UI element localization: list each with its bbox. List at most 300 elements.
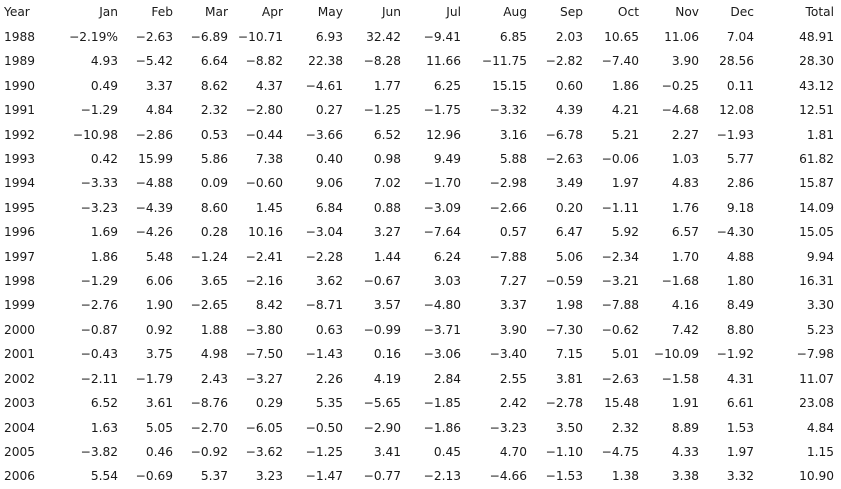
return-cell-total: 15.87 [799, 176, 834, 191]
table-row [0, 147, 841, 171]
return-cell-feb: −4.26 [135, 225, 173, 240]
return-cell-oct: 5.21 [611, 127, 639, 142]
return-cell-dec: −1.93 [716, 127, 754, 142]
return-cell-jul: −3.06 [423, 347, 461, 362]
return-cell-mar: 4.98 [200, 347, 228, 362]
return-cell-jun: −2.90 [363, 420, 401, 435]
return-cell-jan: −0.87 [80, 322, 118, 337]
return-cell-may: 6.84 [315, 200, 343, 215]
return-cell-mar: −8.76 [190, 396, 228, 411]
return-cell-dec: 2.86 [726, 176, 754, 191]
return-cell-total: −7.98 [796, 347, 834, 362]
return-cell-oct: 1.97 [611, 176, 639, 191]
return-cell-oct: −7.88 [601, 298, 639, 313]
return-cell-feb: −1.79 [135, 371, 173, 386]
return-cell-jun: −0.67 [363, 274, 401, 289]
return-cell-feb: 4.84 [145, 103, 173, 118]
column-header-total: Total [805, 5, 834, 19]
return-cell-nov: 7.42 [671, 322, 699, 337]
return-cell-jul: 3.03 [433, 274, 461, 289]
row-year-cell: 2001 [4, 347, 36, 362]
return-cell-aug: 0.57 [499, 225, 527, 240]
return-cell-nov: −1.68 [661, 274, 699, 289]
return-cell-mar: 5.37 [200, 469, 228, 484]
return-cell-dec: 8.49 [726, 298, 754, 313]
return-cell-nov: 1.91 [671, 396, 699, 411]
return-cell-jul: −1.85 [423, 396, 461, 411]
return-cell-jan: 4.93 [90, 54, 118, 69]
return-cell-dec: 3.32 [726, 469, 754, 484]
return-cell-dec: 12.08 [719, 103, 754, 118]
return-cell-jul: −1.86 [423, 420, 461, 435]
return-cell-sep: 4.39 [555, 103, 583, 118]
return-cell-apr: 4.37 [255, 78, 283, 93]
return-cell-sep: 2.03 [555, 30, 583, 44]
return-cell-may: 0.40 [315, 152, 343, 167]
table-row [0, 98, 841, 122]
return-cell-nov: 4.83 [671, 176, 699, 191]
return-cell-aug: 3.37 [499, 298, 527, 313]
return-cell-total: 14.09 [799, 200, 834, 215]
return-cell-oct: 10.65 [604, 30, 639, 44]
return-cell-dec: 9.18 [726, 200, 754, 215]
return-cell-nov: 4.16 [671, 298, 699, 313]
return-cell-oct: 5.92 [611, 225, 639, 240]
return-cell-total: 11.07 [799, 371, 834, 386]
return-cell-jul: 12.96 [426, 127, 461, 142]
return-cell-feb: 5.48 [145, 249, 173, 264]
return-cell-jan: 0.49 [90, 78, 118, 93]
row-year-cell: 1994 [4, 176, 36, 191]
return-cell-mar: −1.24 [190, 249, 228, 264]
return-cell-feb: 3.61 [145, 396, 173, 411]
return-cell-oct: −0.62 [601, 322, 639, 337]
column-header-aug: Aug [503, 5, 527, 19]
return-cell-jul: 9.49 [433, 152, 461, 167]
return-cell-apr: 1.45 [255, 200, 283, 215]
return-cell-mar: −0.92 [190, 444, 228, 459]
return-cell-jun: 0.88 [373, 200, 401, 215]
return-cell-apr: −2.80 [245, 103, 283, 118]
return-cell-sep: −2.82 [545, 54, 583, 69]
return-cell-may: −8.71 [305, 298, 343, 313]
return-cell-may: −1.43 [305, 347, 343, 362]
return-cell-aug: −2.66 [489, 200, 527, 215]
table-row [0, 464, 841, 488]
return-cell-may: 5.35 [315, 396, 343, 411]
return-cell-jan: 0.42 [90, 152, 118, 167]
return-cell-sep: −6.78 [545, 127, 583, 142]
row-year-cell: 1990 [4, 78, 36, 93]
row-year-cell: 2006 [4, 469, 36, 484]
return-cell-dec: 4.31 [726, 371, 754, 386]
column-header-feb: Feb [151, 5, 173, 19]
return-cell-oct: −3.21 [601, 274, 639, 289]
return-cell-dec: 28.56 [719, 54, 754, 69]
return-cell-jul: −3.09 [423, 200, 461, 215]
return-cell-jun: 3.41 [373, 444, 401, 459]
return-cell-apr: 3.23 [255, 469, 283, 484]
return-cell-mar: 1.88 [200, 322, 228, 337]
table-row [0, 220, 841, 244]
return-cell-nov: 11.06 [664, 30, 699, 44]
column-header-jan: Jan [99, 5, 118, 19]
return-cell-total: 9.94 [806, 249, 834, 264]
return-cell-may: −3.04 [305, 225, 343, 240]
return-cell-apr: −8.82 [245, 54, 283, 69]
return-cell-may: 9.06 [315, 176, 343, 191]
column-header-may: May [317, 5, 343, 19]
return-cell-mar: 8.62 [200, 78, 228, 93]
return-cell-jan: −3.23 [80, 200, 118, 215]
return-cell-nov: 4.33 [671, 444, 699, 459]
return-cell-may: 3.62 [315, 274, 343, 289]
row-year-cell: 1998 [4, 274, 36, 289]
table-row [0, 440, 841, 464]
row-year-cell: 2004 [4, 420, 36, 435]
return-cell-feb: 5.05 [145, 420, 173, 435]
return-cell-feb: −2.86 [135, 127, 173, 142]
return-cell-may: 0.27 [315, 103, 343, 118]
return-cell-nov: −4.68 [661, 103, 699, 118]
table-row [0, 245, 841, 269]
return-cell-oct: −7.40 [601, 54, 639, 69]
return-cell-dec: 7.04 [726, 30, 754, 44]
return-cell-mar: 2.32 [200, 103, 228, 118]
return-cell-jan: 5.54 [90, 469, 118, 484]
table-row [0, 367, 841, 391]
return-cell-jan: 1.86 [90, 249, 118, 264]
return-cell-jun: 0.16 [373, 347, 401, 362]
return-cell-oct: −4.75 [601, 444, 639, 459]
return-cell-mar: 8.60 [200, 200, 228, 215]
return-cell-nov: −10.09 [653, 347, 699, 362]
row-year-cell: 2000 [4, 322, 36, 337]
return-cell-may: −2.28 [305, 249, 343, 264]
return-cell-aug: 6.85 [499, 30, 527, 44]
table-row [0, 123, 841, 147]
table-header [0, 0, 841, 25]
return-cell-dec: 1.53 [726, 420, 754, 435]
return-cell-jan: −10.98 [72, 127, 118, 142]
return-cell-oct: 1.86 [611, 78, 639, 93]
return-cell-nov: 3.38 [671, 469, 699, 484]
table-row [0, 171, 841, 195]
return-cell-aug: 3.90 [499, 322, 527, 337]
return-cell-oct: −0.06 [601, 152, 639, 167]
return-cell-jul: −9.41 [423, 30, 461, 44]
return-cell-sep: −2.78 [545, 396, 583, 411]
return-cell-sep: −2.63 [545, 152, 583, 167]
return-cell-jan: −1.29 [80, 103, 118, 118]
return-cell-apr: −3.62 [245, 444, 283, 459]
return-cell-feb: 3.75 [145, 347, 173, 362]
column-header-sep: Sep [560, 5, 583, 19]
return-cell-dec: 1.97 [726, 444, 754, 459]
return-cell-jul: 6.24 [433, 249, 461, 264]
return-cell-jul: 11.66 [426, 54, 461, 69]
return-cell-jul: 6.25 [433, 78, 461, 93]
return-cell-aug: −11.75 [481, 54, 527, 69]
return-cell-aug: 2.42 [499, 396, 527, 411]
return-cell-aug: −3.40 [489, 347, 527, 362]
return-cell-total: 3.30 [806, 298, 834, 313]
row-year-cell: 2005 [4, 444, 36, 459]
return-cell-mar: 0.09 [200, 176, 228, 191]
return-cell-mar: 3.65 [200, 274, 228, 289]
return-cell-oct: −2.34 [601, 249, 639, 264]
return-cell-aug: −3.32 [489, 103, 527, 118]
return-cell-apr: −3.80 [245, 322, 283, 337]
return-cell-oct: 4.21 [611, 103, 639, 118]
return-cell-nov: 2.27 [671, 127, 699, 142]
row-year-cell: 1988 [4, 30, 36, 44]
row-year-cell: 1989 [4, 54, 36, 69]
return-cell-jan: 1.69 [90, 225, 118, 240]
return-cell-apr: −6.05 [245, 420, 283, 435]
return-cell-jun: 3.57 [373, 298, 401, 313]
return-cell-feb: −5.42 [135, 54, 173, 69]
return-cell-mar: 6.64 [200, 54, 228, 69]
return-cell-feb: 3.37 [145, 78, 173, 93]
return-cell-jul: −1.75 [423, 103, 461, 118]
return-cell-feb: 1.90 [145, 298, 173, 313]
header-row [0, 0, 841, 25]
return-cell-total: 16.31 [799, 274, 834, 289]
return-cell-jun: 32.42 [366, 30, 401, 44]
return-cell-total: 4.84 [806, 420, 834, 435]
return-cell-nov: −1.58 [661, 371, 699, 386]
return-cell-mar: −2.65 [190, 298, 228, 313]
table-body [0, 25, 841, 489]
table-row [0, 49, 841, 73]
return-cell-oct: 2.32 [611, 420, 639, 435]
return-cell-may: −3.66 [305, 127, 343, 142]
return-cell-sep: 1.98 [555, 298, 583, 313]
row-year-cell: 2002 [4, 371, 36, 386]
return-cell-jul: −2.13 [423, 469, 461, 484]
return-cell-sep: 7.15 [555, 347, 583, 362]
return-cell-apr: −3.27 [245, 371, 283, 386]
return-cell-may: −1.25 [305, 444, 343, 459]
return-cell-sep: 3.81 [555, 371, 583, 386]
return-cell-total: 1.81 [806, 127, 834, 142]
table-row [0, 293, 841, 317]
table-row [0, 196, 841, 220]
return-cell-jun: −8.28 [363, 54, 401, 69]
return-cell-aug: −4.66 [489, 469, 527, 484]
return-cell-apr: −10.71 [237, 30, 283, 44]
return-cell-jul: 2.84 [433, 371, 461, 386]
return-cell-total: 1.15 [806, 444, 834, 459]
return-cell-dec: 5.77 [726, 152, 754, 167]
return-cell-jun: 3.27 [373, 225, 401, 240]
table-row [0, 416, 841, 440]
return-cell-jul: −1.70 [423, 176, 461, 191]
return-cell-apr: −7.50 [245, 347, 283, 362]
return-cell-nov: 1.03 [671, 152, 699, 167]
return-cell-jun: −1.25 [363, 103, 401, 118]
return-cell-total: 61.82 [799, 152, 834, 167]
return-cell-may: −4.61 [305, 78, 343, 93]
return-cell-sep: 0.60 [555, 78, 583, 93]
return-cell-may: 6.93 [315, 30, 343, 44]
return-cell-apr: −0.44 [245, 127, 283, 142]
row-year-cell: 1995 [4, 200, 36, 215]
return-cell-total: 23.08 [799, 396, 834, 411]
return-cell-may: −0.50 [305, 420, 343, 435]
return-cell-aug: −3.23 [489, 420, 527, 435]
table-row [0, 269, 841, 293]
return-cell-aug: 15.15 [492, 78, 527, 93]
return-cell-jan: 6.52 [90, 396, 118, 411]
return-cell-aug: −2.98 [489, 176, 527, 191]
return-cell-may: 2.26 [315, 371, 343, 386]
return-cell-dec: −1.92 [716, 347, 754, 362]
column-header-jul: Jul [446, 5, 461, 19]
table-row [0, 318, 841, 342]
return-cell-feb: 15.99 [138, 152, 173, 167]
return-cell-aug: 2.55 [499, 371, 527, 386]
return-cell-oct: 15.48 [604, 396, 639, 411]
return-cell-oct: 1.38 [611, 469, 639, 484]
return-cell-jul: 0.45 [433, 444, 461, 459]
return-cell-sep: 5.06 [555, 249, 583, 264]
return-cell-sep: 3.49 [555, 176, 583, 191]
return-cell-total: 15.05 [799, 225, 834, 240]
return-cell-sep: −0.59 [545, 274, 583, 289]
return-cell-jan: −3.82 [80, 444, 118, 459]
return-cell-jun: 1.77 [373, 78, 401, 93]
return-cell-oct: 5.01 [611, 347, 639, 362]
return-cell-apr: −2.16 [245, 274, 283, 289]
return-cell-jan: −1.29 [80, 274, 118, 289]
return-cell-jun: 6.52 [373, 127, 401, 142]
row-year-cell: 1993 [4, 152, 36, 167]
return-cell-nov: 1.76 [671, 200, 699, 215]
return-cell-apr: 8.42 [255, 298, 283, 313]
return-cell-jun: −0.77 [363, 469, 401, 484]
return-cell-aug: 7.27 [499, 274, 527, 289]
return-cell-apr: −0.60 [245, 176, 283, 191]
return-cell-aug: 5.88 [499, 152, 527, 167]
row-year-cell: 1997 [4, 249, 36, 264]
return-cell-jan: −2.76 [80, 298, 118, 313]
return-cell-total: 12.51 [799, 103, 834, 118]
table-row [0, 391, 841, 415]
row-year-cell: 1999 [4, 298, 36, 313]
return-cell-nov: 6.57 [671, 225, 699, 240]
return-cell-aug: 4.70 [499, 444, 527, 459]
return-cell-mar: 0.53 [200, 127, 228, 142]
return-cell-aug: 3.16 [499, 127, 527, 142]
row-year-cell: 2003 [4, 396, 36, 411]
return-cell-feb: 0.46 [145, 444, 173, 459]
column-header-dec: Dec [730, 5, 754, 19]
return-cell-oct: −1.11 [601, 200, 639, 215]
return-cell-sep: 0.20 [555, 200, 583, 215]
return-cell-jun: 4.19 [373, 371, 401, 386]
column-header-jun: Jun [381, 5, 401, 19]
return-cell-jun: 0.98 [373, 152, 401, 167]
return-cell-dec: 8.80 [726, 322, 754, 337]
return-cell-jun: −0.99 [363, 322, 401, 337]
return-cell-sep: 3.50 [555, 420, 583, 435]
return-cell-may: −1.47 [305, 469, 343, 484]
return-cell-sep: −7.30 [545, 322, 583, 337]
return-cell-sep: −1.10 [545, 444, 583, 459]
return-cell-sep: −1.53 [545, 469, 583, 484]
return-cell-nov: 1.70 [671, 249, 699, 264]
row-year-cell: 1992 [4, 127, 36, 142]
return-cell-feb: 6.06 [145, 274, 173, 289]
return-cell-may: 22.38 [308, 54, 343, 69]
return-cell-dec: −4.30 [716, 225, 754, 240]
table-row [0, 342, 841, 366]
return-cell-nov: 8.89 [671, 420, 699, 435]
return-cell-mar: −6.89 [190, 30, 228, 44]
return-cell-jul: −7.64 [423, 225, 461, 240]
return-cell-jan: −3.33 [80, 176, 118, 191]
return-cell-feb: −0.69 [135, 469, 173, 484]
return-cell-aug: −7.88 [489, 249, 527, 264]
row-year-cell: 1996 [4, 225, 36, 240]
return-cell-dec: 6.61 [726, 396, 754, 411]
return-cell-mar: 5.86 [200, 152, 228, 167]
column-header-year: Year [4, 5, 30, 19]
return-cell-jun: 1.44 [373, 249, 401, 264]
return-cell-dec: 1.80 [726, 274, 754, 289]
return-cell-total: 28.30 [799, 54, 834, 69]
return-cell-feb: −4.39 [135, 200, 173, 215]
return-cell-feb: −2.63 [135, 30, 173, 44]
return-cell-apr: 0.29 [255, 396, 283, 411]
return-cell-dec: 4.88 [726, 249, 754, 264]
return-cell-sep: 6.47 [555, 225, 583, 240]
return-cell-jan: −2.19% [69, 30, 118, 44]
return-cell-mar: −2.70 [190, 420, 228, 435]
return-cell-apr: 10.16 [248, 225, 283, 240]
column-header-nov: Nov [675, 5, 699, 19]
return-cell-oct: −2.63 [601, 371, 639, 386]
return-cell-total: 10.90 [799, 469, 834, 484]
return-cell-jan: −0.43 [80, 347, 118, 362]
return-cell-total: 48.91 [799, 30, 834, 44]
column-header-apr: Apr [261, 5, 283, 19]
return-cell-apr: 7.38 [255, 152, 283, 167]
return-cell-mar: 2.43 [200, 371, 228, 386]
return-cell-total: 5.23 [806, 322, 834, 337]
return-cell-jun: 7.02 [373, 176, 401, 191]
return-cell-jul: −3.71 [423, 322, 461, 337]
return-cell-apr: −2.41 [245, 249, 283, 264]
return-cell-feb: 0.92 [145, 322, 173, 337]
return-cell-jan: 1.63 [90, 420, 118, 435]
return-cell-nov: −0.25 [661, 78, 699, 93]
return-cell-jul: −4.80 [423, 298, 461, 313]
table-row [0, 25, 841, 49]
column-header-mar: Mar [205, 5, 228, 19]
return-cell-feb: −4.88 [135, 176, 173, 191]
return-cell-jun: −5.65 [363, 396, 401, 411]
row-year-cell: 1991 [4, 103, 36, 118]
return-cell-mar: 0.28 [200, 225, 228, 240]
table-row [0, 74, 841, 98]
return-cell-nov: 3.90 [671, 54, 699, 69]
return-cell-jan: −2.11 [80, 371, 118, 386]
column-header-oct: Oct [617, 5, 639, 19]
return-cell-may: 0.63 [315, 322, 343, 337]
